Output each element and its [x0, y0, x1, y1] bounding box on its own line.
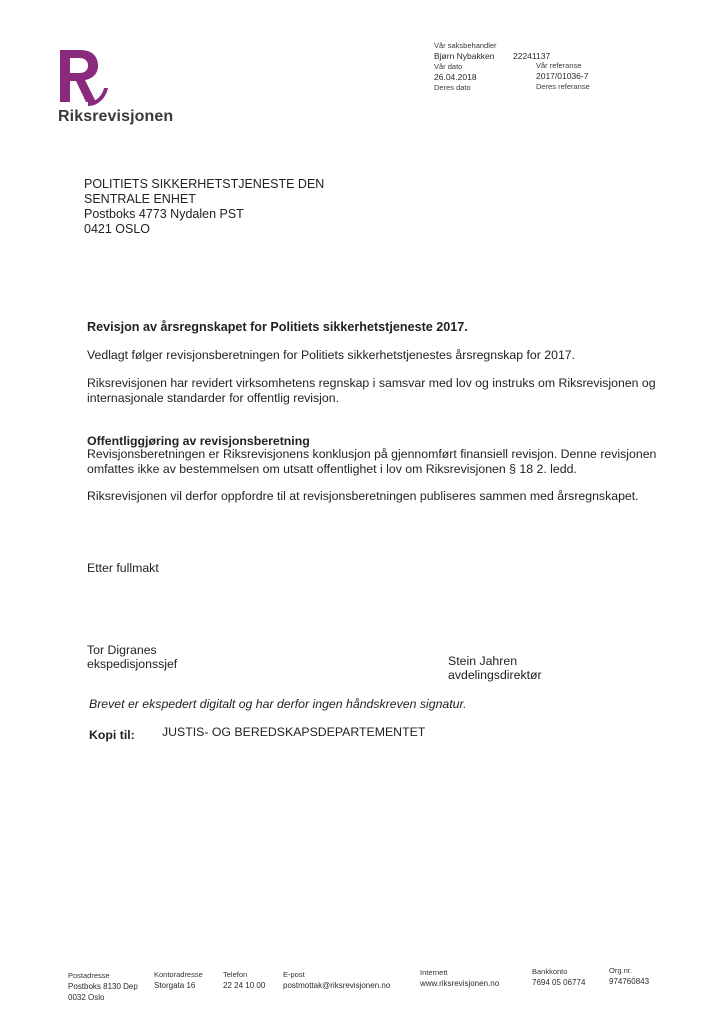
digital-signature-note: Brevet er ekspedert digitalt og har derfor ingen håndskreven signatur.	[89, 697, 467, 711]
logo-mark-icon	[58, 46, 118, 106]
footer-orgnr-value: 974760843	[609, 977, 650, 986]
paragraph-3-line-1: Revisjonsberetningen er Riksrevisjonens konklusjon på gjennomført finansiell revisjon. Denne revisjonen	[87, 447, 657, 461]
footer-orgnr-label: Org.nr.	[609, 966, 632, 975]
copy-recipient: JUSTIS- OG BEREDSKAPSDEPARTEMENTET	[162, 725, 426, 739]
section-heading: Offentliggjøring av revisjonsberetning	[87, 434, 310, 448]
footer-postadresse-line-2: 0032 Oslo	[68, 993, 105, 1002]
deres-dato-label: Deres dato	[434, 83, 471, 92]
recipient-line: SENTRALE ENHET	[84, 192, 196, 206]
paragraph-1: Vedlagt følger revisjonsberetningen for Politiets sikkerhetstjenestes årsregnskap for 2017.	[87, 348, 576, 362]
signer-2-name: Stein Jahren	[448, 654, 518, 668]
saksbehandler-name: Bjørn Nybakken	[434, 51, 495, 61]
recipient-line: 0421 OSLO	[84, 222, 151, 236]
closing: Etter fullmakt	[87, 561, 159, 575]
signer-1-name: Tor Digranes	[87, 643, 157, 657]
footer-internett-value[interactable]: www.riksrevisjonen.no	[420, 979, 500, 988]
footer-telefon	[223, 969, 265, 991]
var-referanse-label: Vår referanse	[536, 61, 582, 70]
footer-postadresse	[68, 970, 138, 1003]
footer-telefon-label: Telefon	[223, 970, 248, 979]
footer-epost-label: E-post	[283, 970, 305, 979]
paragraph-2-line-1: Riksrevisjonen har revidert virksomhetens regnskap i samsvar med lov og instruks om Riksrevisjonen og	[87, 376, 656, 390]
footer-internett-label: Internett	[420, 968, 448, 977]
letter-title: Revisjon av årsregnskapet for Politiets sikkerhetstjeneste 2017.	[87, 320, 468, 334]
footer-bankkonto-label: Bankkonto	[532, 967, 568, 976]
footer-epost	[283, 969, 390, 991]
paragraph-2-line-2: internasjonale standarder for offentlig revisjon.	[87, 391, 340, 405]
footer-telefon-value: 22 24 10 00	[223, 981, 266, 990]
signer-2-title: avdelingsdirektør	[448, 668, 542, 682]
signer-1-title: ekspedisjonssjef	[87, 657, 178, 671]
footer-bankkonto	[532, 966, 585, 988]
saksbehandler-label: Vår saksbehandler	[434, 41, 497, 50]
copy-label: Kopi til:	[89, 728, 135, 742]
footer-bankkonto-value: 7694 05 06774	[532, 978, 586, 987]
recipient-line: Postboks 4773 Nydalen PST	[84, 207, 244, 221]
recipient-address	[84, 177, 324, 237]
footer-kontoradresse	[154, 969, 203, 991]
footer-epost-value[interactable]: postmottak@riksrevisjonen.no	[283, 981, 391, 990]
deres-referanse-label: Deres referanse	[536, 82, 590, 91]
paragraph-4: Riksrevisjonen vil derfor oppfordre til at revisjonsberetningen publiseres sammen med årsregnskapet.	[87, 489, 639, 503]
var-dato: 26.04.2018	[434, 72, 477, 82]
footer-kontoradresse-label: Kontoradresse	[154, 970, 203, 979]
riksrevisjonen-logo	[58, 46, 178, 130]
footer-kontoradresse-value: Storgata 16	[154, 981, 196, 990]
footer-internett	[420, 967, 499, 989]
recipient-line: POLITIETS SIKKERHETSTJENESTE DEN	[84, 177, 325, 191]
org-name: Riksrevisjonen	[58, 108, 174, 125]
paragraph-3-line-2: omfattes ikke av bestemmelsen om utsatt offentlighet i lov om Riksrevisjonen § 18 2. ledd.	[87, 462, 577, 476]
var-dato-label: Vår dato	[434, 62, 463, 71]
saksbehandler-phone: 22241137	[513, 51, 551, 61]
footer-postadresse-line-1: Postboks 8130 Dep	[68, 982, 138, 991]
footer-orgnr	[609, 965, 649, 987]
footer-postadresse-label: Postadresse	[68, 971, 110, 980]
var-referanse: 2017/01036-7	[536, 71, 589, 81]
